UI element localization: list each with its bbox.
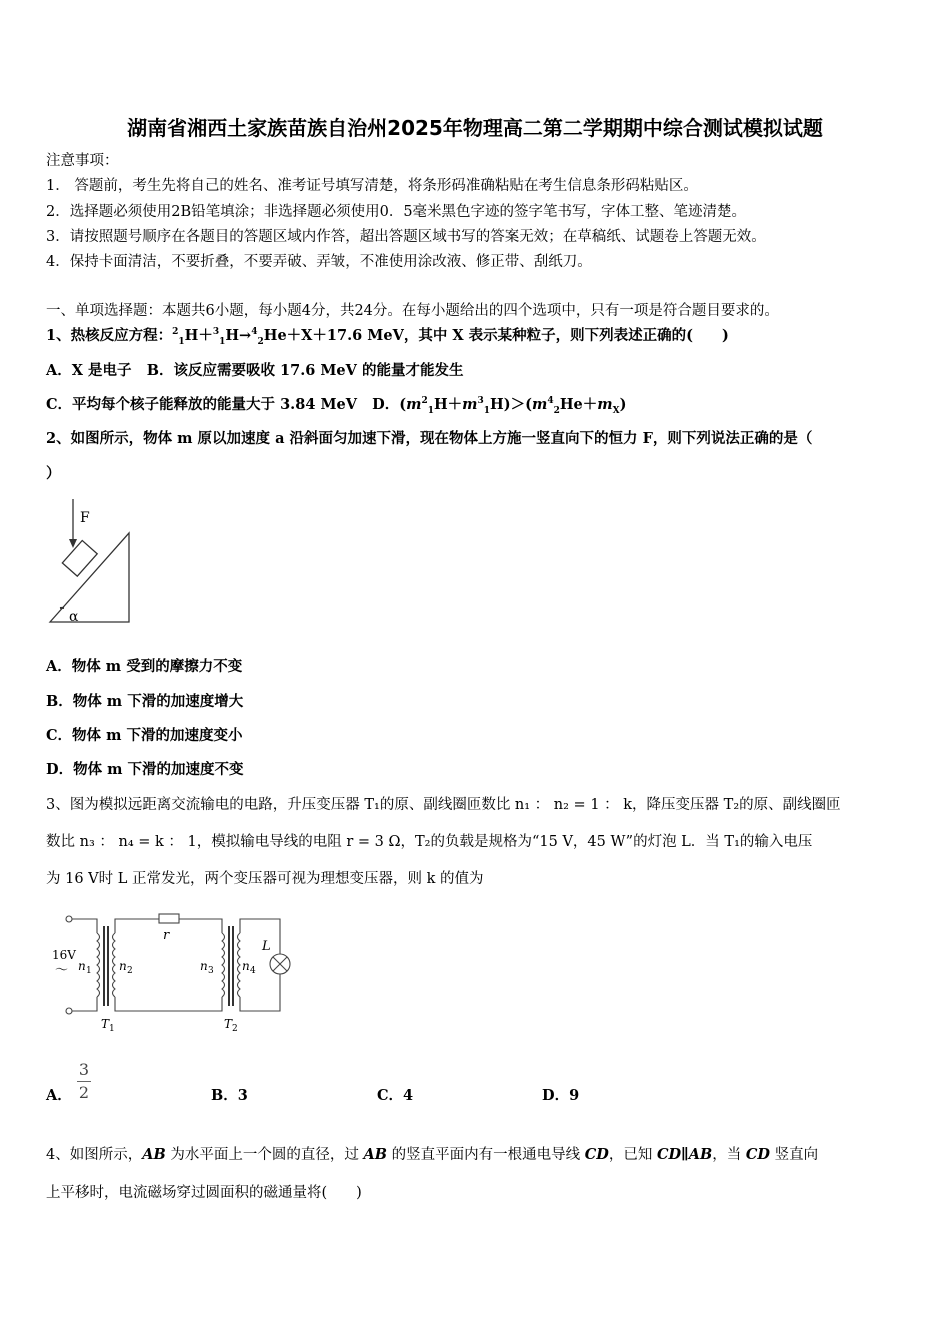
incline-figure	[40, 496, 150, 631]
svg-text:2: 2	[127, 966, 133, 976]
question-3-stem-1: 3、图为模拟远距离交流输电的电路，升压变压器 T₁的原、副线圈匝数比 n₁ ： n₂ = 1 ： k，降压变压器 T₂的原、副线圈匝	[46, 797, 841, 813]
question-3-option-a-label: A．	[46, 1087, 72, 1104]
question-1-options-cd	[46, 395, 626, 415]
svg-text:L: L	[262, 939, 271, 954]
svg-text:n: n	[242, 959, 250, 973]
svg-text:2: 2	[232, 1024, 238, 1034]
input-voltage: 16V	[52, 948, 76, 962]
svg-text:T: T	[224, 1017, 233, 1031]
question-3-option-c: C．4	[377, 1087, 414, 1104]
svg-text:n: n	[119, 959, 127, 973]
svg-text:n: n	[78, 959, 86, 973]
transmission-circuit-figure	[44, 908, 294, 1034]
question-3-option-d: D．9	[542, 1087, 580, 1104]
question-2-option-c: C．物体 m 下滑的加速度变小	[46, 727, 243, 744]
svg-text:～: ～	[55, 963, 69, 978]
svg-text:n: n	[200, 959, 208, 973]
question-1-options-ab	[46, 361, 463, 381]
question-2-stem-end: ）	[46, 465, 61, 482]
notes-heading: 注意事项：	[46, 153, 119, 169]
coil-n1	[97, 933, 100, 997]
terminal-bottom	[66, 1008, 72, 1014]
notes-item: 1． 答题前，考生先将自己的姓名、准考证号填写清楚，将条形码准确粘贴在考生信息条形码粘贴区。	[46, 178, 698, 194]
force-arrowhead	[69, 539, 77, 548]
notes-item: 3．请按照题号顺序在各题目的答题区域内作答，超出答题区域书写的答案无效；在草稿纸、试题卷上答题无效。	[46, 229, 766, 245]
block-m	[62, 540, 97, 576]
svg-text:1: 1	[109, 1024, 115, 1034]
svg-text:r: r	[163, 928, 170, 943]
question-3-stem-2: 数比 n₃ ： n₄ = k ： 1，模拟输电导线的电阻 r = 3 Ω，T₂的负载是规格为“15 V，45 W”的灯泡 L．当 T₁的输入电压	[46, 834, 813, 850]
svg-text:4: 4	[250, 966, 256, 976]
svg-text:1: 1	[86, 966, 92, 976]
coil-n3	[222, 933, 225, 997]
question-4-stem-2: 上平移时，电流磁场穿过圆面积的磁通量将( )	[46, 1185, 362, 1201]
question-3-stem-3: 为 16 V时 L 正常发光，两个变压器可视为理想变压器，则 k 的值为	[46, 871, 484, 887]
option-c: C．平均每个核子能释放的能量大于 3.84 MeV	[46, 396, 357, 413]
coil-n2	[113, 933, 116, 997]
resistor-r	[159, 914, 179, 923]
question-2-option-a: A．物体 m 受到的摩擦力不变	[46, 658, 243, 675]
notes-item: 2．选择题必须使用2B铅笔填涂；非选择题必须使用0．5毫米黑色字迹的签字笔书写，字体工整、笔迹清楚。	[46, 204, 747, 220]
angle-label: α	[69, 609, 79, 625]
force-label: F	[80, 510, 90, 526]
option-a-fraction: 3 2	[78, 1060, 90, 1102]
option-a: A．X 是电子	[46, 362, 132, 379]
notes-item: 4．保持卡面清洁，不要折叠，不要弄破、弄皱，不准使用涂改液、修正带、刮纸刀。	[46, 254, 592, 270]
svg-text:T: T	[101, 1017, 110, 1031]
section-header: 一、单项选择题：本题共6小题，每小题4分，共24分。在每小题给出的四个选项中，只有一项是符合题目要求的。	[46, 303, 779, 319]
question-2-option-d: D．物体 m 下滑的加速度不变	[46, 761, 244, 778]
option-d: D．$(m^2_1H+m^3_1H)>(m^4_2He+m_X)$	[372, 396, 627, 416]
page-title: 湖南省湘西土家族苗族自治州2025年物理高二第二学期期中综合测试模拟试题	[127, 116, 823, 140]
question-1-stem: 1、热核反应方程：$^2_1$H＋$^3_1$H→$^4_2$He＋X＋17.6 MeV，其中 X 表示某种粒子，则下列表述正确的( )	[46, 327, 729, 347]
question-3-option-b: B．3	[211, 1087, 248, 1104]
question-2-stem: 2、如图所示，物体 m 原以加速度 a 沿斜面匀加速下滑，现在物体上方施一竖直向下的恒力 F，则下列说法正确的是（	[46, 430, 813, 447]
question-2-option-b: B．物体 m 下滑的加速度增大	[46, 693, 244, 710]
svg-text:3: 3	[208, 966, 214, 976]
question-4-stem-1: 4、如图所示，AB 为水平面上一个圆的直径，过 AB 的竖直平面内有一根通电导线 CD，已知 CD∥AB，当 CD 竖直向	[46, 1146, 819, 1163]
terminal-top	[66, 916, 72, 922]
option-b: B．该反应需要吸收 17.6 MeV 的能量才能发生	[146, 362, 464, 379]
coil-n4	[238, 933, 241, 997]
